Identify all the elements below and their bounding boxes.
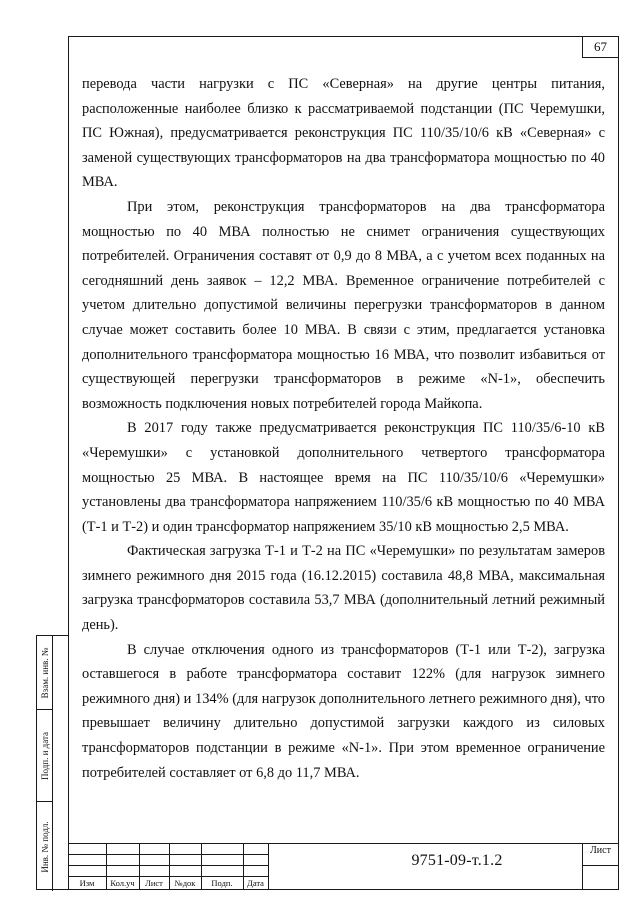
label-podp: Подп. bbox=[211, 878, 233, 888]
title-block bbox=[68, 843, 619, 890]
label-ndok: №док bbox=[174, 878, 196, 888]
paragraph: В случае отключения одного из трансформаторов (Т-1 или Т-2), загрузка оставшегося в работе трансформатора составит 122% (для нагрузок зимнего режимного дня) и 134% (для нагрузок дополнительного летнего режимного дня), что превышает величину длительно допустимой загрузки каждого из силовых трансформаторов подстанции в режиме «N-1». При этом временное ограничение потребителей составляет от 6,8 до 11,7 МВА. bbox=[82, 641, 605, 781]
label-izm: Изм bbox=[79, 878, 95, 888]
grid-line bbox=[68, 865, 268, 866]
stamp-inv-label: Инв. № подл. bbox=[37, 802, 53, 891]
document-number: 9751-09-т.1.2 bbox=[411, 852, 503, 869]
label-kol-uch: Кол.уч bbox=[110, 878, 135, 888]
document-body bbox=[82, 72, 605, 785]
grid-line bbox=[582, 865, 619, 866]
paragraph: перевода части нагрузки с ПС «Северная» на другие центры питания, расположенные наиболее близко к рассматриваемой подстанции (ПС Черемушки, ПС Южная), предусматривается реконструкция ПС 110/35/10/6 кВ «Северная» с заменой существующих трансформаторов на два трансформатора мощностью по 40 МВА. bbox=[82, 76, 605, 191]
stamp-podp-label: Подп. и дата bbox=[37, 710, 53, 802]
sheet-label: Лист bbox=[590, 845, 611, 856]
label-data: Дата bbox=[247, 878, 264, 888]
stamp-vzam-label: Взам. инв. № bbox=[37, 636, 53, 710]
paragraph: При этом, реконструкция трансформаторов на два трансформатора мощностью по 40 МВА полностью не снимет ограничения существующих потребителей. Ограничения составят от 0,9 до 8 МВА, а с учетом всех поданных на сегодняшний день заявок – 12,2 МВА. Временное ограничение потребителей с учетом длительно допустимой величины перегрузки трансформаторов в данном случае может составить более 10 МВА. В связи с этим, предлагается установка дополнительного трансформатора мощностью 16 МВА, что позволит избавиться от существующей перегрузки трансформаторов в режиме «N-1», обеспечить возможность подключения новых потребителей города Майкопа. bbox=[82, 198, 605, 412]
side-stamp bbox=[36, 635, 68, 890]
paragraph: Фактическая загрузка Т-1 и Т-2 на ПС «Черемушки» по результатам замеров зимнего режимного дня 2015 года (16.12.2015) составила 48,8 МВА, максимальная загрузка трансформаторов составила 53,7 МВА (дополнительный летний режимный день). bbox=[82, 543, 605, 634]
paragraph: В 2017 году также предусматривается реконструкция ПС 110/35/6-10 кВ «Черемушки» с установкой дополнительного четвертого трансформатора мощностью 25 МВА. В настоящее время на ПС 110/35/10/6 «Черемушки» установлены два трансформатора напряжением 110/35/6 кВ мощностью по 40 МВА (Т-1 и Т-2) и один трансформатор напряжением 35/10 кВ мощностью 2,5 МВА. bbox=[82, 420, 605, 535]
grid-line bbox=[68, 854, 268, 855]
grid-line bbox=[268, 844, 269, 890]
label-list: Лист bbox=[145, 878, 163, 888]
page-number: 67 bbox=[582, 36, 619, 58]
